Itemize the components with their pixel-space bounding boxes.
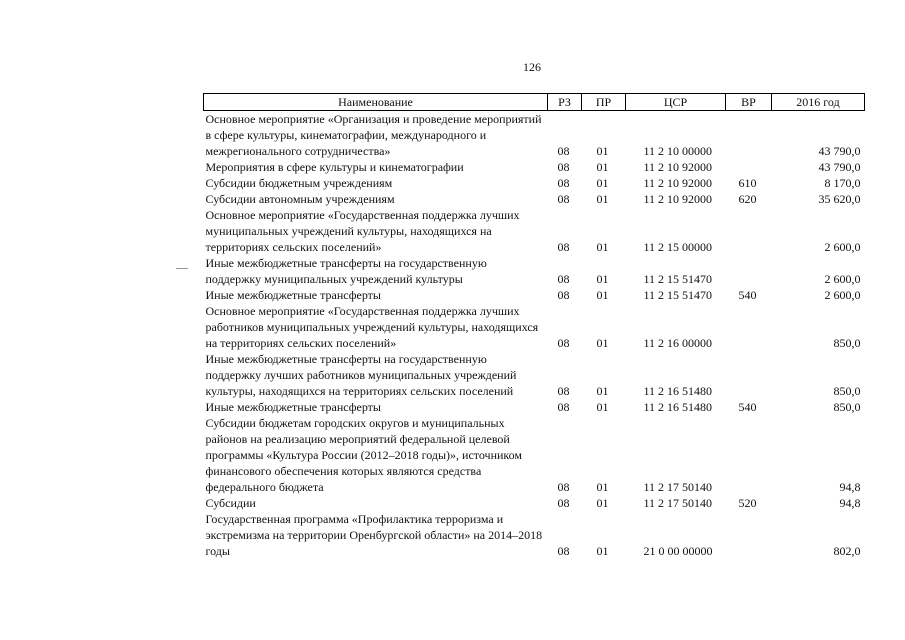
row-name: Иные межбюджетные трансферты xyxy=(205,400,381,414)
row-vr xyxy=(726,511,772,559)
table-row xyxy=(204,111,865,160)
row-amount: 43 790,0 xyxy=(818,144,861,158)
budget-table xyxy=(203,93,865,559)
row-amount: 850,0 xyxy=(833,400,861,414)
row-name: Иные межбюджетные трансферты на государственную поддержку муниципальных учреждений культуры xyxy=(205,256,487,286)
row-amount: 802,0 xyxy=(833,544,861,558)
row-pr: 01 xyxy=(596,496,609,510)
row-rz: 08 xyxy=(557,144,570,158)
row-name: Субсидии бюджетным учреждениям xyxy=(205,176,393,190)
row-vr: 620 xyxy=(738,192,757,206)
row-rz: 08 xyxy=(557,288,570,302)
row-name: Основное мероприятие «Организация и проведение мероприятий в сфере культуры, кинематографии, международного и межрегионального сотрудничества» xyxy=(205,112,542,158)
row-vr xyxy=(726,303,772,351)
row-rz: 08 xyxy=(557,240,570,254)
margin-mark xyxy=(176,268,188,269)
row-amount: 2 600,0 xyxy=(824,288,861,302)
table-row xyxy=(204,159,865,175)
row-amount: 94,8 xyxy=(839,480,861,494)
table-header-row xyxy=(204,94,865,111)
row-csr: 11 2 16 51480 xyxy=(643,384,713,398)
row-rz: 08 xyxy=(557,192,570,206)
row-vr: 520 xyxy=(738,496,757,510)
row-csr: 11 2 16 51480 xyxy=(643,400,713,414)
row-name: Иные межбюджетные трансферты на государственную поддержку лучших работников муниципальных учреждений культуры, находящихся на территориях сельских поселений xyxy=(205,352,517,398)
header-pr: ПР xyxy=(582,94,626,111)
row-name: Иные межбюджетные трансферты xyxy=(205,288,381,302)
row-pr: 01 xyxy=(596,192,609,206)
row-csr: 11 2 15 51470 xyxy=(643,272,713,286)
row-name: Субсидии автономным учреждениям xyxy=(205,192,395,206)
page-number: 126 xyxy=(523,60,541,74)
row-csr: 21 0 00 00000 xyxy=(643,544,713,558)
row-amount: 43 790,0 xyxy=(818,160,861,174)
row-vr xyxy=(726,111,772,160)
row-vr: 540 xyxy=(738,400,757,414)
row-pr: 01 xyxy=(596,384,609,398)
row-name: Мероприятия в сфере культуры и кинематографии xyxy=(205,160,464,174)
row-name: Субсидии бюджетам городских округов и муниципальных районов на реализацию мероприятий федеральной целевой программы «Культура России (2012–2018 годы)», источником финансового обеспечения которых являются средства федерального бюджета xyxy=(205,416,523,494)
row-name: Основное мероприятие «Государственная поддержка лучших работников муниципальных учреждений культуры, находящихся на территориях сельских поселений» xyxy=(205,304,539,350)
table-row xyxy=(204,287,865,303)
row-pr: 01 xyxy=(596,480,609,494)
row-csr: 11 2 10 92000 xyxy=(643,176,713,190)
row-amount: 2 600,0 xyxy=(824,240,861,254)
row-name: Основное мероприятие «Государственная поддержка лучших муниципальных учреждений культуры, находящихся на территориях сельских поселений» xyxy=(205,208,520,254)
row-csr: 11 2 10 92000 xyxy=(643,160,713,174)
row-pr: 01 xyxy=(596,176,609,190)
header-vr: ВР xyxy=(726,94,772,111)
row-pr: 01 xyxy=(596,272,609,286)
row-pr: 01 xyxy=(596,400,609,414)
row-csr: 11 2 10 00000 xyxy=(643,144,713,158)
table-row xyxy=(204,495,865,511)
row-csr: 11 2 17 50140 xyxy=(643,496,713,510)
header-name: Наименование xyxy=(204,94,548,111)
row-name: Государственная программа «Профилактика терроризма и экстремизма на территории Оренбургской области» на 2014–2018 годы xyxy=(205,512,543,558)
table-body xyxy=(204,111,865,560)
row-rz: 08 xyxy=(557,176,570,190)
row-pr: 01 xyxy=(596,336,609,350)
table-row xyxy=(204,191,865,207)
row-rz: 08 xyxy=(557,272,570,286)
row-rz: 08 xyxy=(557,496,570,510)
row-vr xyxy=(726,351,772,399)
row-vr: 540 xyxy=(738,288,757,302)
row-pr: 01 xyxy=(596,144,609,158)
row-amount: 8 170,0 xyxy=(824,176,861,190)
table-row xyxy=(204,415,865,495)
row-amount: 94,8 xyxy=(839,496,861,510)
header-amount: 2016 год xyxy=(772,94,865,111)
row-amount: 850,0 xyxy=(833,384,861,398)
row-pr: 01 xyxy=(596,288,609,302)
row-pr: 01 xyxy=(596,160,609,174)
row-rz: 08 xyxy=(557,400,570,414)
row-rz: 08 xyxy=(557,480,570,494)
table-row xyxy=(204,351,865,399)
row-vr xyxy=(726,159,772,175)
row-vr xyxy=(726,207,772,255)
row-name: Субсидии xyxy=(205,496,256,510)
table-row xyxy=(204,399,865,415)
header-rz: РЗ xyxy=(548,94,582,111)
row-csr: 11 2 15 51470 xyxy=(643,288,713,302)
row-rz: 08 xyxy=(557,544,570,558)
row-vr: 610 xyxy=(738,176,757,190)
row-amount: 35 620,0 xyxy=(818,192,861,206)
row-csr: 11 2 15 00000 xyxy=(643,240,713,254)
table-row xyxy=(204,303,865,351)
row-amount: 850,0 xyxy=(833,336,861,350)
table-row xyxy=(204,511,865,559)
table-row xyxy=(204,207,865,255)
table-row xyxy=(204,175,865,191)
table-row xyxy=(204,255,865,287)
row-amount: 2 600,0 xyxy=(824,272,861,286)
row-pr: 01 xyxy=(596,544,609,558)
header-csr: ЦСР xyxy=(626,94,726,111)
row-csr: 11 2 10 92000 xyxy=(643,192,713,206)
row-pr: 01 xyxy=(596,240,609,254)
row-rz: 08 xyxy=(557,336,570,350)
row-rz: 08 xyxy=(557,384,570,398)
row-rz: 08 xyxy=(557,160,570,174)
row-csr: 11 2 16 00000 xyxy=(643,336,713,350)
row-vr xyxy=(726,255,772,287)
row-csr: 11 2 17 50140 xyxy=(643,480,713,494)
row-vr xyxy=(726,415,772,495)
